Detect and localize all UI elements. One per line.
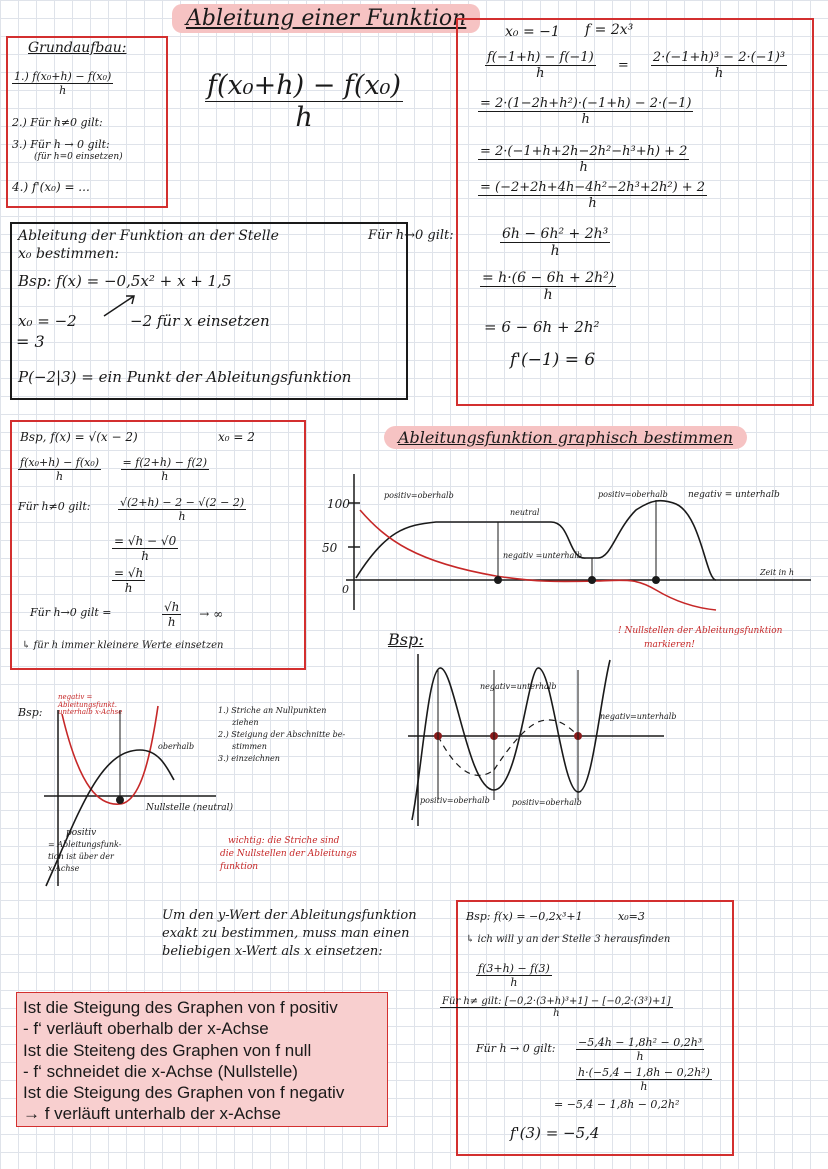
summary-line-5: Ist die Steigung des Graphen von f negativ xyxy=(23,1083,345,1102)
bsp-graph-left-label: Bsp: xyxy=(18,706,43,719)
main-formula xyxy=(205,70,403,133)
graph3-steps1: 1.) Striche an Nullpunkten xyxy=(218,706,327,715)
wl4-den: h xyxy=(124,581,133,595)
wl3-num: = √h − √0 xyxy=(114,534,177,548)
graph3-steps2b: stimmen xyxy=(232,742,267,751)
summary-box xyxy=(16,992,388,1127)
summary-line-2: - f‘ verläuft oberhalb der x-Achse xyxy=(23,1019,269,1039)
ableitung-stelle-x0: x₀ = −2 xyxy=(18,312,77,330)
step1-num: 1.) f(x₀+h) − f(x₀) xyxy=(14,70,112,83)
wurzel-line2 xyxy=(118,496,246,523)
graph3-steps1b: ziehen xyxy=(232,718,259,727)
example-right-line5 xyxy=(500,226,610,259)
exact-note-2: exakt zu bestimmen, muss man einen xyxy=(162,926,410,941)
main-formula-numerator: f(x₀+h) − f(x₀) xyxy=(207,70,402,101)
wl1-num: f(x₀+h) − f(x₀) xyxy=(20,456,100,469)
example-bottom-line3 xyxy=(576,1036,704,1063)
graph1-label-50: 50 xyxy=(322,541,338,555)
example-right-line6 xyxy=(480,270,616,303)
wurzel-line4 xyxy=(112,566,145,595)
graph3-positiv-note-1: positiv xyxy=(66,828,97,838)
grundaufbau-step1 xyxy=(12,70,113,97)
summary-line-1: Ist die Steigung des Graphen von f positiv xyxy=(23,998,338,1017)
graph2-pos-oberhalb-1: positiv=oberhalb xyxy=(420,796,490,805)
nullstellen-note-2: markieren! xyxy=(644,640,695,650)
graph1-zero-2 xyxy=(588,576,596,584)
wurzel-x0: x₀ = 2 xyxy=(218,430,255,444)
bl4-den: h xyxy=(640,1080,648,1093)
wurzel-line2-label: Für h≠0 gilt: xyxy=(18,500,91,513)
ableitung-stelle-point: P(−2|3) = ein Punkt der Ableitungsfunktion xyxy=(18,368,352,386)
bl2-num: Für h≠ gilt: [−0,2·(3+h)³+1] − [−0,2·(3³)+1] xyxy=(442,996,671,1007)
example-right-line1 xyxy=(485,50,787,81)
graph1-zeit-label: Zeit in h xyxy=(760,568,795,577)
graph1-zero-1 xyxy=(494,576,502,584)
bl3-num: −5,4h − 1,8h² − 0,2h³ xyxy=(578,1036,703,1049)
example-bottom-line2 xyxy=(440,996,673,1019)
insert-arrow-icon xyxy=(100,290,140,320)
l1-rden: h xyxy=(714,66,724,81)
grundaufbau-step3-note: (für h=0 einsetzen) xyxy=(34,152,123,162)
ableitung-stelle-eq: = 3 xyxy=(16,332,45,351)
wl5-den: h xyxy=(167,615,176,629)
example-right-line2 xyxy=(478,96,693,127)
graph1-neutral: neutral xyxy=(510,508,540,517)
page-title: Ableitung einer Funktion xyxy=(172,4,480,33)
grundaufbau-step2: 2.) Für h≠0 gilt: xyxy=(12,116,103,129)
graph3-wichtig-3: funktion xyxy=(220,862,259,872)
graph3-positiv-note-4: x-Achse xyxy=(48,864,80,873)
l1-den: h xyxy=(536,66,545,81)
bl2-den: h xyxy=(553,1008,560,1019)
example-right-line4 xyxy=(478,180,707,211)
example-bottom-line3-label: Für h → 0 gilt: xyxy=(476,1042,556,1055)
example-bottom-bsp: Bsp: f(x) = −0,2x³+1 xyxy=(466,910,583,923)
wl4-num: = √h xyxy=(114,566,144,580)
ableitung-stelle-insert: −2 für x einsetzen xyxy=(130,312,270,330)
graph1-label-100: 100 xyxy=(327,497,350,511)
graph3-function-curve xyxy=(62,706,158,804)
bl4-num: h·(−5,4 − 1,8h − 0,2h²) xyxy=(578,1066,710,1079)
graph-section-title: Ableitungsfunktion graphisch bestimmen xyxy=(384,426,747,449)
wurzel-line5 xyxy=(162,600,223,629)
grundaufbau-step3: 3.) Für h → 0 gilt: xyxy=(12,138,110,151)
graph2-neg-unterhalb-2: negativ=unterhalb xyxy=(600,712,677,721)
wurzel-line1 xyxy=(18,456,209,483)
wl1-rnum: = f(2+h) − f(2) xyxy=(122,456,208,469)
example-right-limit-label: Für h→0 gilt: xyxy=(368,228,454,243)
wl1-den: h xyxy=(55,470,64,483)
bl1-den: h xyxy=(510,976,518,989)
wl5-num: √h xyxy=(164,600,180,614)
nullstellen-note-1: ! Nullstellen der Ableitungsfunktion xyxy=(618,626,783,636)
graph3-oberhalb: oberhalb xyxy=(158,742,195,751)
wurzel-line3 xyxy=(112,534,178,563)
l3-num: = 2·(−1+h+2h−2h²−h³+h) + 2 xyxy=(480,144,688,159)
example-bottom-x0: x₀=3 xyxy=(618,910,645,923)
wurzel-bsp: Bsp, f(x) = √(x − 2) xyxy=(20,430,138,444)
ableitung-stelle-heading1: Ableitung der Funktion an der Stelle xyxy=(18,228,279,244)
wl5-res: → ∞ xyxy=(199,607,224,621)
l6-den: h xyxy=(543,287,553,303)
l2-num: = 2·(1−2h+h²)·(−1+h) − 2·(−1) xyxy=(480,96,692,111)
example-bottom-line1 xyxy=(476,962,552,989)
graph1-positiv-oberhalb: positiv=oberhalb xyxy=(384,491,454,500)
summary-line-6: → f verläuft unterhalb der x-Achse xyxy=(23,1104,281,1124)
example-bottom-line5: = −5,4 − 1,8h − 0,2h² xyxy=(554,1098,680,1111)
bl3-den: h xyxy=(636,1050,644,1063)
main-formula-denominator: h xyxy=(295,102,313,133)
ableitung-stelle-bsp: Bsp: f(x) = −0,5x² + x + 1,5 xyxy=(18,272,232,290)
graph3-nullstelle: Nullstelle (neutral) xyxy=(146,803,234,813)
l1-eq: = xyxy=(617,58,629,73)
l2-den: h xyxy=(581,112,590,127)
example-right-f: f = 2x³ xyxy=(585,22,634,38)
l5-num: 6h − 6h² + 2h³ xyxy=(502,226,609,242)
graph1-label-0: 0 xyxy=(342,583,349,596)
exact-note-1: Um den y-Wert der Ableitungsfunktion xyxy=(162,908,417,923)
l1-rnum: 2·(−1+h)³ − 2·(−1)³ xyxy=(652,50,786,65)
wurzel-line6: ↳ für h immer kleinere Werte einsetzen xyxy=(22,640,224,651)
graph3-positiv-note-3: tion ist über der xyxy=(48,852,114,861)
wl2-den: h xyxy=(178,510,186,523)
l4-den: h xyxy=(588,196,597,211)
bsp-graph-right-label: Bsp: xyxy=(388,630,424,649)
example-bottom-line4 xyxy=(576,1066,712,1093)
graph1-zero-3 xyxy=(652,576,660,584)
graph3-steps3: 3.) einzeichnen xyxy=(218,754,280,763)
graph3-wichtig-1: wichtig: die Striche sind xyxy=(228,836,340,846)
example-bottom-result: f'(3) = −5,4 xyxy=(510,1124,600,1142)
wurzel-line5-label: Für h→0 gilt = xyxy=(30,606,112,619)
example-right-line7: = 6 − 6h + 2h² xyxy=(484,318,600,336)
wl1-rden: h xyxy=(161,470,169,483)
graph1-positiv-oberhalb-2: positiv=oberhalb xyxy=(598,490,668,499)
graph2-pos-oberhalb-2: positiv=oberhalb xyxy=(512,798,582,807)
grundaufbau-heading: Grundaufbau: xyxy=(28,40,127,56)
graph3-zero xyxy=(116,796,124,804)
example-right-line3 xyxy=(478,144,689,175)
graph3-steps2: 2.) Steigung der Abschnitte be- xyxy=(218,730,346,739)
exact-note-3: beliebigen x-Wert als x einsetzen: xyxy=(162,944,383,959)
l1-num: f(−1+h) − f(−1) xyxy=(487,50,594,65)
grundaufbau-step4: 4.) f'(x₀) = ... xyxy=(12,180,90,194)
wl2-num: √(2+h) − 2 − √(2 − 2) xyxy=(120,496,245,509)
l4-num: = (−2+2h+4h−4h²−2h³+2h²) + 2 xyxy=(480,180,706,195)
ableitung-stelle-heading2: x₀ bestimmen: xyxy=(18,246,120,262)
l5-den: h xyxy=(550,243,560,259)
summary-line-3: Ist die Steiteng des Graphen von f null xyxy=(23,1040,312,1060)
graph1-negativ-unterbalb: negativ = unterhalb xyxy=(688,490,780,500)
bl1-num: f(3+h) − f(3) xyxy=(478,962,550,975)
example-right-x0: x₀ = −1 xyxy=(505,24,560,40)
l3-den: h xyxy=(579,160,588,175)
summary-line-4: - f‘ schneidet die x-Achse (Nullstelle) xyxy=(23,1061,298,1081)
step1-den: h xyxy=(59,84,67,97)
example-right-result: f'(−1) = 6 xyxy=(510,350,596,370)
example-bottom-note: ↳ ich will y an der Stelle 3 herausfinden xyxy=(466,934,671,945)
l6-num: = h·(6 − 6h + 2h²) xyxy=(482,270,615,286)
graph3-wichtig-2: die Nullstellen der Ableitungs xyxy=(220,849,357,859)
graph3-negativ-note: negativ = Ableitungsfunkt. unterhalb x-Achse xyxy=(58,693,123,717)
graph1-negativ-unterhalb: negativ =unterhalb xyxy=(503,551,582,560)
wl3-den: h xyxy=(141,549,149,563)
graph2-neg-unterhalb: negativ=unterhalb xyxy=(480,682,557,691)
graph3-positiv-note-2: = Ableitungsfunk- xyxy=(48,840,122,849)
